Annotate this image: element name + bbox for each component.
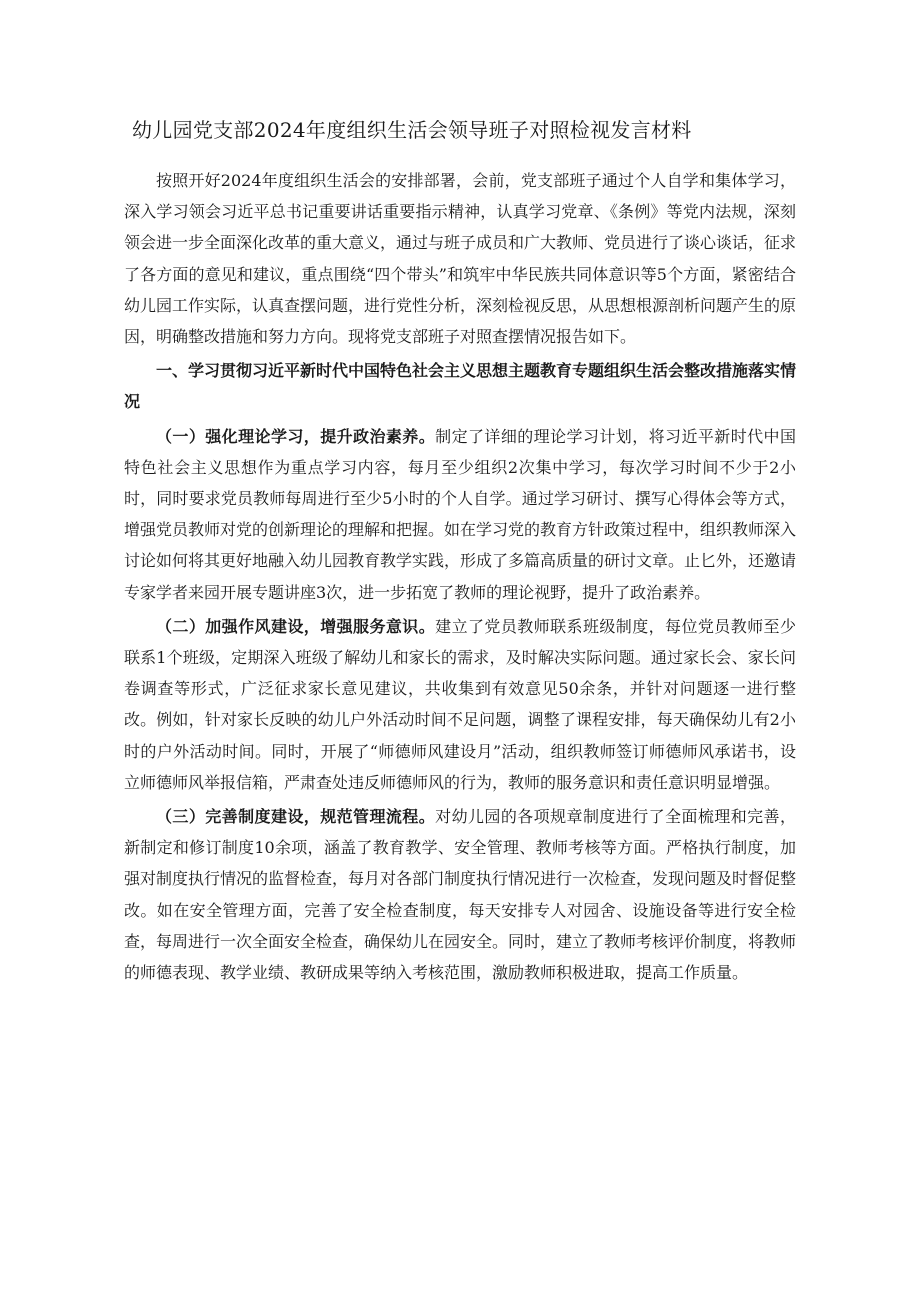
item-text-1: 制定了详细的理论学习计划，将习近平新时代中国特色社会主义思想作为重点学习内容，每月至少组织2次集中学习，每次学习时间不少于2小时，同时要求党员教师每周进行至少5小时的个人自学。通过学习研讨、撰写心得体会等方式，增强党员教师对党的创新理论的理解和把握。如在学习党的教育方针政策过程中，组织教师深入讨论如何将其更好地融入幼儿园教育教学实践，形成了多篇高质量的研讨文章。止匕外，还邀请专家学者来园开展专题讲座3次，进一步拓宽了教师的理论视野，提升了政治素养。 <box>124 426 797 602</box>
item-paragraph-3 <box>124 801 796 988</box>
item-text-2: 建立了党员教师联系班级制度，每位党员教师至少联系1个班级，定期深入班级了解幼儿和家长的需求，及时解决实际问题。通过家长会、家长问卷调查等形式，广泛征求家长意见建议，共收集到有效意见50余条，并针对问题逐一进行整改。例如，针对家长反映的幼儿户外活动时间不足问题，调整了课程安排，每天确保幼儿有2小时的户外活动时间。同时，开展了“师德师风建设月”活动，组织教师签订师德师风承诺书，设立师德师风举报信箱，严肃查处违反师德师风的行为，教师的服务意识和责任意识明显增强。 <box>124 616 796 792</box>
item-paragraph-2 <box>124 611 796 798</box>
item-heading-1: （一）强化理论学习，提升政治素养。 <box>156 426 436 446</box>
document-body <box>124 165 796 991</box>
section-heading: 一、学习贯彻习近平新时代中国特色社会主义思想主题教育专题组织生活会整改措施落实情况 <box>124 361 797 412</box>
item-heading-3: （三）完善制度建设，规范管理流程。 <box>156 807 436 827</box>
intro-paragraph: 按照开好2024年度组织生活会的安排部署，会前，党支部班子通过个人自学和集体学习，深入学习领会习近平总书记重要讲话重要指示精神，认真学习党章、《条例》等党内法规，深刻领会进一步全面深化改革的重大意义，通过与班子成员和广大教师、党员进行了谈心谈话，征求了各方面的意见和建议，重点围绕“四个带头”和筑牢中华民族共同体意识等5个方面，紧密结合幼儿园工作实际，认真查摆问题，进行党性分析，深刻检视反思，从思想根源剖析问题产生的原因，明确整改措施和努力方向。现将党支部班子对照查摆情况报告如下。 <box>124 171 797 347</box>
item-heading-2: （二）加强作风建设，增强服务意识。 <box>156 616 436 636</box>
document-title: 幼儿园党支部2024年度组织生活会领导班子对照检视发言材料 <box>132 118 692 142</box>
item-paragraph-1 <box>124 421 796 608</box>
item-text-3: 对幼儿园的各项规章制度进行了全面梳理和完善，新制定和修订制度10余项，涵盖了教育教学、安全管理、教师考核等方面。严格执行制度，加强对制度执行情况的监督检查，每月对各部门制度执行情况进行一次检查，发现问题及时督促整改。如在安全管理方面，完善了安全检查制度，每天安排专人对园舍、设施设备等进行安全检查，每周进行一次全面安全检查，确保幼儿在园安全。同时，建立了教师考核评价制度，将教师的师德表现、教学业绩、教研成果等纳入考核范围，激励教师积极进取，提高工作质量。 <box>124 807 797 983</box>
